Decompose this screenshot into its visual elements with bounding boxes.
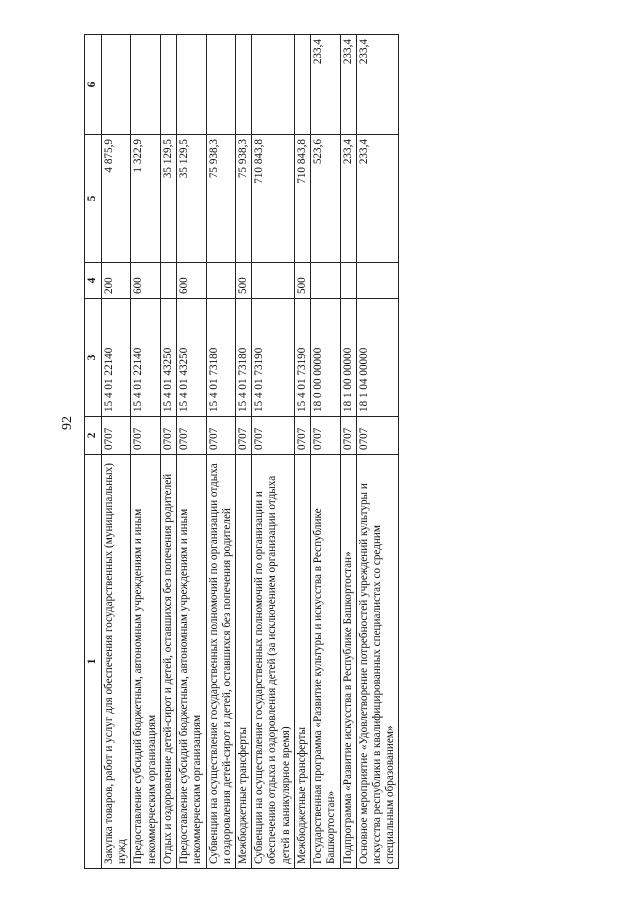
row-name: Отдых и оздоровление детей-сирот и детей, оставшихся без попечения родителей [160, 455, 176, 869]
row-name: Государственная программа «Развитие культуры и искусства в Республике Башкортостан» [311, 455, 340, 869]
row-amount-col6 [160, 35, 176, 135]
row-amount-col5: 710 843,8 [252, 135, 295, 263]
row-expense-type: 600 [131, 263, 160, 299]
row-expense-type: 200 [102, 263, 131, 299]
row-expense-type: 500 [294, 263, 310, 299]
header-col-5: 5 [85, 135, 102, 263]
row-amount-col5: 75 938,3 [235, 135, 251, 263]
table-header [85, 35, 102, 869]
row-name: Предоставление субсидий бюджетным, автономным учреждениям и иным некоммерческим организациям [177, 455, 206, 869]
row-amount-col5: 75 938,3 [206, 135, 235, 263]
row-amount-col6 [131, 35, 160, 135]
row-amount-col5: 35 129,5 [160, 135, 176, 263]
table-row [356, 35, 399, 869]
row-amount-col6 [206, 35, 235, 135]
row-section-code: 0707 [252, 417, 295, 455]
row-expense-type [311, 263, 340, 299]
row-amount-col5: 523,6 [311, 135, 340, 263]
header-col-6: 6 [85, 35, 102, 135]
row-section-code: 0707 [340, 417, 356, 455]
row-section-code: 0707 [311, 417, 340, 455]
table-row [235, 35, 251, 869]
row-amount-col6: 233,4 [311, 35, 340, 135]
header-col-1: 1 [85, 455, 102, 869]
row-expense-type [206, 263, 235, 299]
row-section-code: 0707 [160, 417, 176, 455]
row-name: Закупка товаров, работ и услуг для обеспечения государственных (муниципальных) нужд [102, 455, 131, 869]
row-target-code: 18 1 00 00000 [340, 299, 356, 417]
table-row [160, 35, 176, 869]
row-target-code: 15 4 01 43250 [160, 299, 176, 417]
row-target-code: 15 4 01 73190 [294, 299, 310, 417]
budget-table [84, 34, 399, 869]
row-name: Подпрограмма «Развитие искусства в Республике Башкортостан» [340, 455, 356, 869]
row-target-code: 18 1 04 00000 [356, 299, 399, 417]
row-target-code: 15 4 01 73180 [206, 299, 235, 417]
header-col-3: 3 [85, 299, 102, 417]
row-section-code: 0707 [131, 417, 160, 455]
row-target-code: 18 0 00 00000 [311, 299, 340, 417]
row-target-code: 15 4 01 22140 [131, 299, 160, 417]
row-amount-col6 [252, 35, 295, 135]
row-name: Межбюджетные трансферты [235, 455, 251, 869]
row-target-code: 15 4 01 22140 [102, 299, 131, 417]
row-amount-col6 [294, 35, 310, 135]
page-number: 92 [60, 416, 75, 430]
row-name: Межбюджетные трансферты [294, 455, 310, 869]
row-name: Субвенции на осуществление государственных полномочий по организации и обеспечению отдыха и оздоровления детей (за исключением организации отдыха детей в каникулярное время) [252, 455, 295, 869]
row-target-code: 15 4 01 73190 [252, 299, 295, 417]
row-amount-col5: 4 875,9 [102, 135, 131, 263]
row-amount-col5: 1 322,9 [131, 135, 160, 263]
row-amount-col6 [235, 35, 251, 135]
row-section-code: 0707 [356, 417, 399, 455]
table-row [206, 35, 235, 869]
row-amount-col5: 233,4 [340, 135, 356, 263]
rotated-table-container [84, 35, 399, 869]
table-row [340, 35, 356, 869]
row-amount-col5: 233,4 [356, 135, 399, 263]
row-name: Основное мероприятие «Удовлетворение потребностей учреждений культуры и искусства республики в квалифицированных специалистах со средним специальным образованием» [356, 455, 399, 869]
table-row [131, 35, 160, 869]
row-expense-type [252, 263, 295, 299]
row-target-code: 15 4 01 43250 [177, 299, 206, 417]
header-col-2: 2 [85, 417, 102, 455]
row-target-code: 15 4 01 73180 [235, 299, 251, 417]
header-col-4: 4 [85, 263, 102, 299]
row-name: Предоставление субсидий бюджетным, автономным учреждениям и иным некоммерческим организациям [131, 455, 160, 869]
header-row [85, 35, 102, 869]
row-section-code: 0707 [102, 417, 131, 455]
table-row [311, 35, 340, 869]
row-amount-col6 [102, 35, 131, 135]
row-section-code: 0707 [235, 417, 251, 455]
table-row [102, 35, 131, 869]
table-row [294, 35, 310, 869]
row-section-code: 0707 [294, 417, 310, 455]
row-amount-col6 [177, 35, 206, 135]
row-amount-col6: 233,4 [340, 35, 356, 135]
table-body [102, 35, 399, 869]
row-amount-col5: 710 843,8 [294, 135, 310, 263]
row-amount-col6: 233,4 [356, 35, 399, 135]
row-expense-type [356, 263, 399, 299]
row-section-code: 0707 [206, 417, 235, 455]
table-row [252, 35, 295, 869]
row-section-code: 0707 [177, 417, 206, 455]
row-expense-type [160, 263, 176, 299]
row-name: Субвенции на осуществление государственных полномочий по организации отдыха и оздоровления детей-сирот и детей, оставшихся без попечения родителей [206, 455, 235, 869]
row-expense-type: 600 [177, 263, 206, 299]
table-row [177, 35, 206, 869]
row-amount-col5: 35 129,5 [177, 135, 206, 263]
row-expense-type [340, 263, 356, 299]
row-expense-type: 500 [235, 263, 251, 299]
